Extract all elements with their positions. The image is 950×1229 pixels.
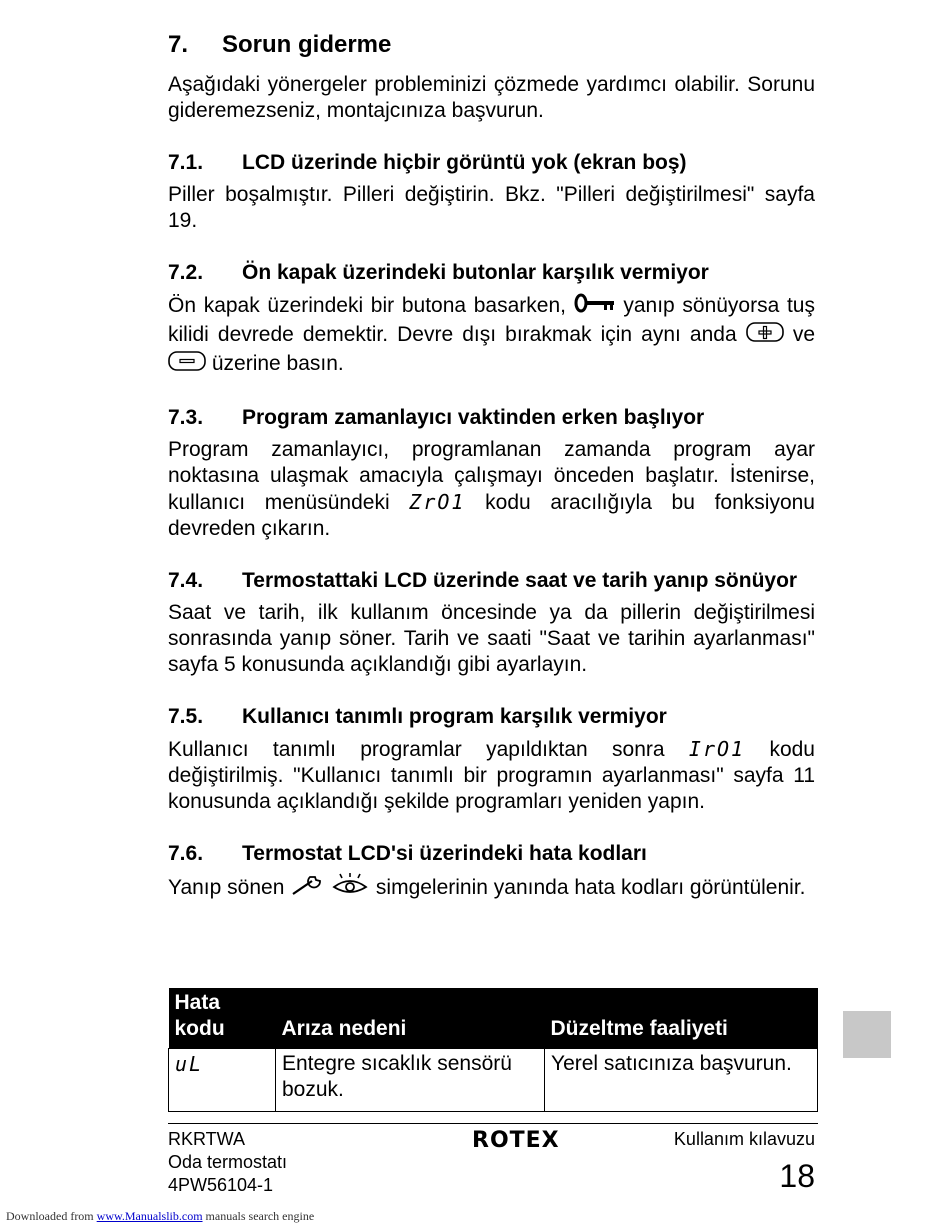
- heading-7-2-title: Ön kapak üzerindeki butonlar karşılık vermiyor: [242, 261, 709, 284]
- corrective-action-cell: Yerel satıcınıza başvurun.: [545, 1049, 818, 1112]
- lcd-code-ir01: IrO1: [688, 737, 746, 761]
- key-icon: [574, 292, 616, 321]
- heading-7-5: [168, 704, 815, 730]
- heading-7-1-number: 7.1.: [168, 151, 204, 174]
- wrench-icon: [290, 873, 324, 904]
- footer-divider: [168, 1123, 818, 1124]
- paragraph-7-4: Saat ve tarih, ilk kullanım öncesinde ya da pillerin değiştirilmesi sonrasında yanıp söner. Tarih ve saati "Saat ve tarihin ayarlanması" sayfa 5 konusunda açıklandığı gibi ayarlayın.: [168, 601, 815, 676]
- plus-button-icon: [746, 321, 784, 350]
- header-corrective-action: Düzeltme faaliyeti: [545, 988, 818, 1049]
- page-content: [168, 28, 815, 904]
- table-header-row: [169, 988, 818, 1049]
- heading-7-1: [168, 150, 815, 176]
- section-number: 7.: [168, 31, 189, 58]
- footer-part-number: 4PW56104-1: [168, 1175, 274, 1195]
- eye-icon: [330, 873, 370, 904]
- heading-7-4: [168, 568, 815, 594]
- section-heading: Sorun giderme: [222, 31, 392, 58]
- intro-paragraph: Aşağıdaki yönergeler probleminizi çözmede yardımcı olabilir. Sorunu gideremezseniz, montajcınıza başvurun.: [168, 73, 815, 122]
- heading-7-1-title: LCD üzerinde hiçbir görüntü yok (ekran boş): [242, 151, 687, 174]
- footer-left: [168, 1128, 287, 1197]
- download-suffix: manuals search engine: [205, 1209, 315, 1223]
- paragraph-7-3-part2: kodu aracılığıyla bu fonksiyonu devreden çıkarın.: [168, 491, 815, 540]
- paragraph-7-6-part1: Yanıp sönen: [168, 876, 285, 900]
- heading-7-2-number: 7.2.: [168, 261, 204, 284]
- download-note: [6, 1209, 314, 1224]
- heading-7-4-title: Termostattaki LCD üzerinde saat ve tarih yanıp sönüyor: [242, 569, 798, 592]
- heading-7-3-title: Program zamanlayıcı vaktinden erken başlıyor: [242, 406, 705, 429]
- paragraph-7-2-part2: yanıp sönüyorsa tuş kilidi devrede demektir. Devre dışı bırakmak için aynı anda: [168, 294, 815, 347]
- heading-7-4-number: 7.4.: [168, 569, 204, 592]
- paragraph-7-3-part1: Program zamanlayıcı, programlanan zamanda program ayar noktasına ulaşmak amacıyla çalışmayı önceden başlatır. İstenirse, kullanıcı menüsündeki: [168, 438, 815, 514]
- error-code-cell: [169, 1049, 276, 1112]
- header-error-code: Hata kodu: [169, 988, 276, 1049]
- rotex-logo: ROTEX: [472, 1128, 560, 1153]
- paragraph-7-2-part4: üzerine basın.: [211, 352, 344, 376]
- paragraph-7-2-part1: Ön kapak üzerindeki bir butona basarken,: [168, 294, 566, 318]
- section-title: [168, 28, 815, 62]
- paragraph-7-6: [168, 873, 815, 904]
- footer-product: Oda termostatı: [168, 1152, 288, 1172]
- error-codes-table: [168, 988, 818, 1112]
- heading-7-6-number: 7.6.: [168, 842, 204, 865]
- heading-7-5-number: 7.5.: [168, 705, 204, 728]
- lcd-code-zr01: ZrO1: [409, 490, 466, 514]
- chapter-tab-marker: [843, 1011, 891, 1058]
- paragraph-7-1: Piller boşalmıştır. Pilleri değiştirin. Bkz. "Pilleri değiştirilmesi" sayfa 19.: [168, 183, 815, 232]
- heading-7-6: [168, 841, 815, 867]
- paragraph-7-6-part2: simgelerinin yanında hata kodları görüntülenir.: [375, 876, 806, 900]
- paragraph-7-2: [168, 292, 815, 379]
- manualslib-link[interactable]: www.Manualslib.com: [96, 1209, 203, 1223]
- fault-cause-cell: Entegre sıcaklık sensörü bozuk.: [276, 1049, 545, 1112]
- page-number: 18: [779, 1158, 815, 1194]
- paragraph-7-2-part3: ve: [792, 323, 815, 347]
- table-row: [169, 1049, 818, 1112]
- heading-7-2: [168, 260, 815, 286]
- minus-button-icon: [168, 350, 206, 379]
- footer-manual-type: Kullanım kılavuzu: [673, 1129, 815, 1149]
- error-code-value: uL: [175, 1052, 204, 1076]
- heading-7-3: [168, 405, 815, 431]
- download-prefix: Downloaded from: [6, 1209, 94, 1223]
- heading-7-6-title: Termostat LCD'si üzerindeki hata kodları: [242, 842, 647, 865]
- footer-model: RKRTWA: [168, 1129, 246, 1149]
- header-fault-cause: Arıza nedeni: [276, 988, 545, 1049]
- heading-7-3-number: 7.3.: [168, 406, 204, 429]
- heading-7-5-title: Kullanıcı tanımlı program karşılık vermiyor: [242, 705, 667, 728]
- paragraph-7-5: [168, 736, 815, 815]
- paragraph-7-3: [168, 437, 815, 542]
- paragraph-7-5-part2: kodu değiştirilmiş. "Kullanıcı tanımlı bir programın ayarlanması" sayfa 11 konusunda açıklandığı şekilde programları yeniden yapın.: [168, 738, 815, 813]
- paragraph-7-5-part1: Kullanıcı tanımlı programlar yapıldıktan sonra: [168, 738, 665, 761]
